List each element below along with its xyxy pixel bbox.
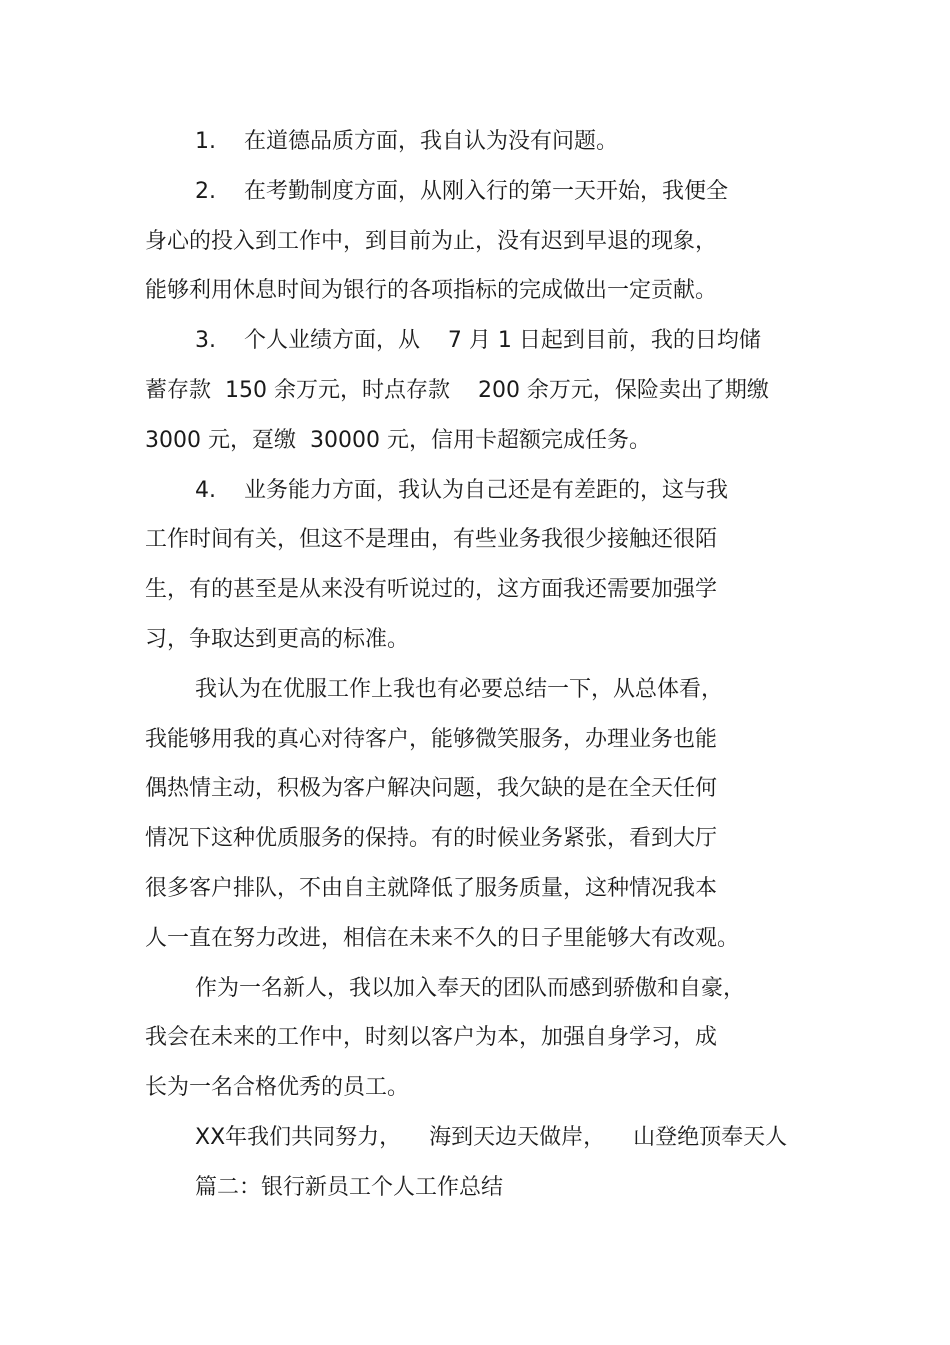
text-line: 很多客户排队，不由自主就降低了服务质量，这种情况我本 (145, 876, 718, 901)
text-line: 习，争取达到更高的标准。 (145, 627, 410, 652)
text-line: 人一直在努力改进，相信在未来不久的日子里能够大有改观。 (145, 926, 740, 951)
text-line: 2. 在考勤制度方面，从刚入行的第一天开始，我便全 (195, 179, 728, 204)
text-line: 我能够用我的真心对待客户，能够微笑服务，办理业务也能 (145, 727, 718, 752)
text-line: 生，有的甚至是从来没有听说过的，这方面我还需要加强学 (145, 577, 718, 602)
text-line: 情况下这种优质服务的保持。有的时候业务紧张，看到大厅 (145, 826, 718, 851)
text-line: 作为一名新人，我以加入奉天的团队而感到骄傲和自豪， (195, 976, 746, 1001)
text-line: 3. 个人业绩方面，从 7 月 1 日起到目前，我的日均储 (195, 328, 761, 353)
text-line: 我认为在优服工作上我也有必要总结一下，从总体看， (195, 677, 724, 702)
section-heading: 篇二：银行新员工个人工作总结 (195, 1175, 504, 1200)
text-line: 4. 业务能力方面，我认为自己还是有差距的，这与我 (195, 478, 728, 503)
text-line: 1. 在道德品质方面，我自认为没有问题。 (195, 129, 618, 154)
text-line: 偶热情主动，积极为客户解决问题，我欠缺的是在全天任何 (145, 776, 718, 801)
text-line: 工作时间有关，但这不是理由，有些业务我很少接触还很陌 (145, 527, 718, 552)
text-line: 身心的投入到工作中，到目前为止，没有迟到早退的现象， (145, 229, 718, 254)
text-line: 蓄存款 150 余万元，时点存款 200 余万元，保险卖出了期缴 (145, 378, 769, 403)
text-line: 3000 元，趸缴 30000 元，信用卡超额完成任务。 (145, 428, 651, 453)
text-line: 长为一名合格优秀的员工。 (145, 1075, 410, 1100)
text-line: 我会在未来的工作中，时刻以客户为本，加强自身学习，成 (145, 1025, 718, 1050)
text-line: XX年我们共同努力， 海到天边天做岸， 山登绝顶奉天人 (195, 1125, 788, 1150)
text-line: 能够利用休息时间为银行的各项指标的完成做出一定贡献。 (145, 278, 718, 303)
